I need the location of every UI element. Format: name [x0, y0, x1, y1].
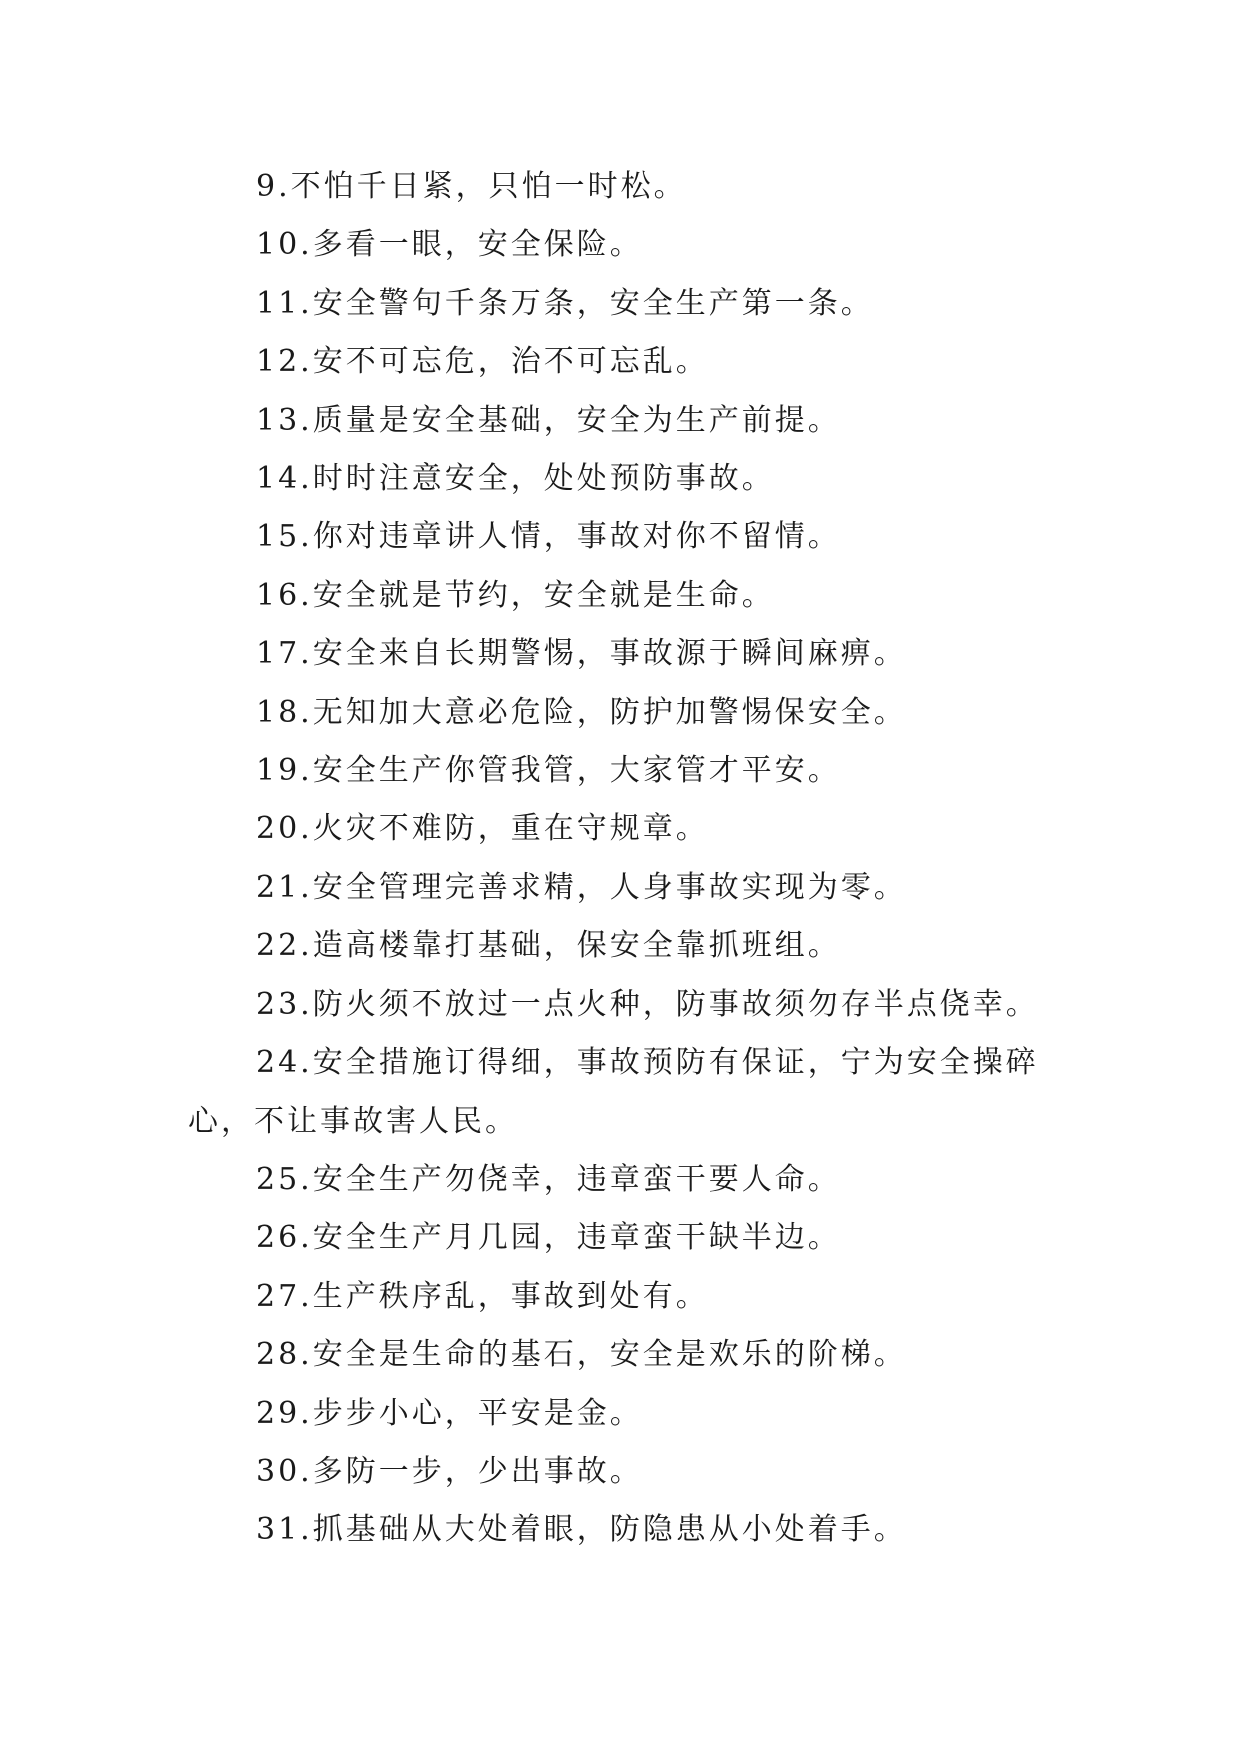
list-item: 11.安全警句千条万条，安全生产第一条。	[256, 285, 874, 321]
list-item: 28.安全是生命的基石，安全是欢乐的阶梯。	[256, 1337, 907, 1373]
list-item: 24.安全措施订得细，事故预防有保证，宁为安全操碎心，不让事故害人民。	[188, 1045, 1039, 1139]
list-item: 9.不怕千日紧，只怕一时松。	[256, 169, 687, 204]
list-item: 31.抓基础从大处着眼，防隐患从小处着手。	[256, 1512, 907, 1548]
list-item: 19.安全生产你管我管，大家管才平安。	[256, 753, 841, 789]
list-item: 15.你对违章讲人情，事故对你不留情。	[256, 519, 841, 555]
list-item: 22.造高楼靠打基础，保安全靠抓班组。	[256, 928, 841, 964]
list-item: 17.安全来自长期警惕，事故源于瞬间麻痹。	[256, 636, 907, 672]
list-item: 21.安全管理完善求精，人身事故实现为零。	[256, 869, 907, 905]
document-body	[188, 158, 1068, 1560]
list-item: 23.防火须不放过一点火种，防事故须勿存半点侥幸。	[256, 986, 1039, 1022]
list-item: 13.质量是安全基础，安全为生产前提。	[256, 402, 841, 438]
list-item: 16.安全就是节约，安全就是生命。	[256, 577, 775, 613]
list-item: 29.步步小心，平安是金。	[256, 1395, 643, 1431]
list-item: 25.安全生产勿侥幸，违章蛮干要人命。	[256, 1161, 841, 1197]
list-item: 26.安全生产月几园，违章蛮干缺半边。	[256, 1220, 841, 1256]
list-item: 10.多看一眼，安全保险。	[256, 227, 643, 263]
list-item: 20.火灾不难防，重在守规章。	[256, 811, 709, 847]
list-item: 12.安不可忘危，治不可忘乱。	[256, 344, 709, 380]
list-item: 27.生产秩序乱，事故到处有。	[256, 1278, 709, 1314]
list-item: 30.多防一步，少出事故。	[256, 1453, 643, 1489]
list-item: 18.无知加大意必危险，防护加警惕保安全。	[256, 694, 907, 730]
list-item: 14.时时注意安全，处处预防事故。	[256, 461, 775, 497]
